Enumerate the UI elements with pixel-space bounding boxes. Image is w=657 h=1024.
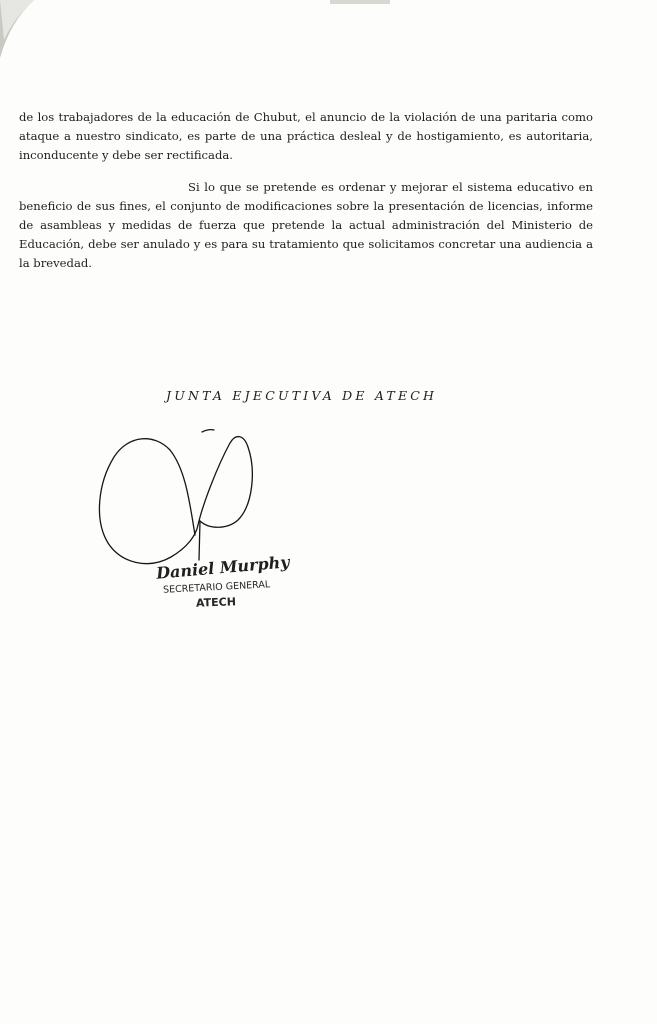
signatory-heading: JUNTA EJECUTIVA DE ATECH: [166, 388, 438, 403]
stamp-organization: ATECH: [195, 595, 237, 610]
page-corner-fold: [0, 0, 40, 60]
scan-edge-mark: [330, 0, 390, 4]
stamp-title: SECRETARIO GENERAL: [162, 579, 271, 596]
paragraph-2: Si lo que se pretende es ordenar y mejorar el sistema educativo en beneficio de sus fines, el conjunto de modificaciones sobre la presentación de licencias, informe de asambleas y medidas de fuerza que pretende la actual administración del Ministerio de Educación, debe ser anulado y es para su tratamiento que solicitamos concretar una audiencia a la brevedad.: [19, 180, 593, 270]
letter-body: [19, 108, 593, 273]
stamp-name: Daniel Murphy: [155, 552, 291, 583]
paragraph-1: de los trabajadores de la educación de Chubut, el anuncio de la violación de una paritaria como ataque a nuestro sindicato, es parte de una práctica desleal y de hostigamiento, es autoritaria, inconducente y debe ser rectificada.: [19, 110, 593, 162]
